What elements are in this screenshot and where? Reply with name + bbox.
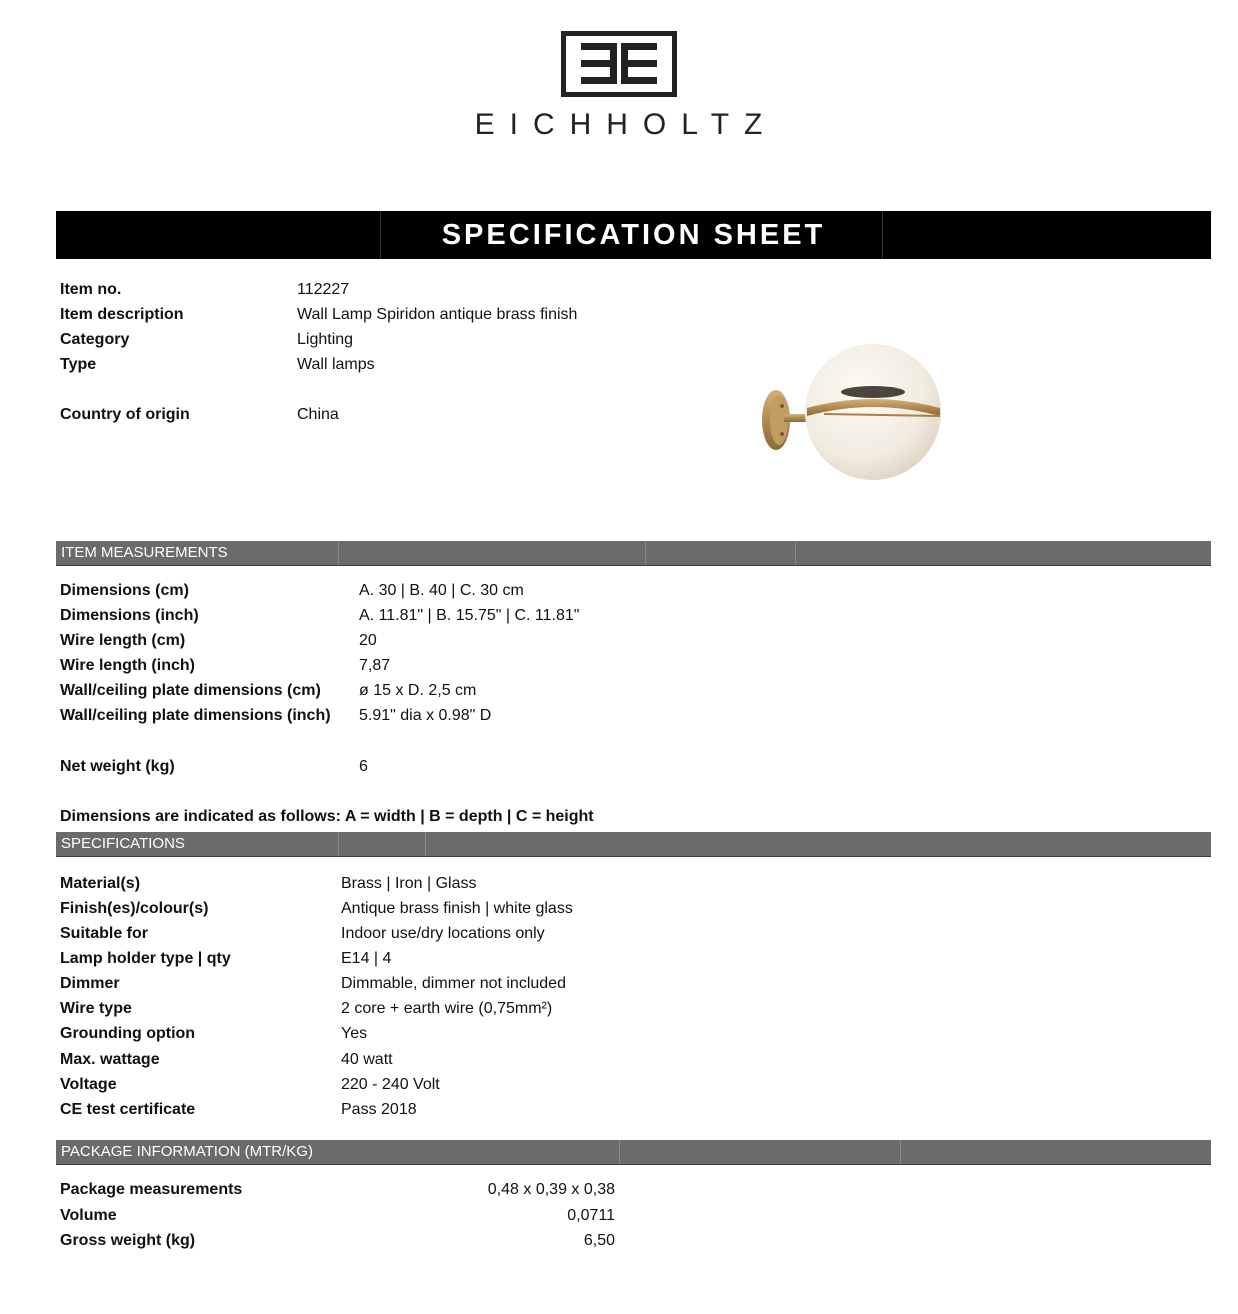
net-weight-label: Net weight (kg) [60,758,175,775]
net-weight-value: 6 [359,758,368,775]
materials-label: Material(s) [60,875,141,892]
package-measurements-label: Package measurements [60,1181,243,1198]
suitable-for-label: Suitable for [60,925,149,942]
dimensions-note: Dimensions are indicated as follows: A = width | B = depth | C = height [60,808,594,825]
wall-lamp-image [752,336,952,486]
gross-weight-label: Gross weight (kg) [60,1232,196,1249]
item-description-label: Item description [60,306,184,323]
specifications-header: SPECIFICATIONS [61,835,185,852]
specifications-header-bar [56,832,1211,857]
plate-dimensions-inch-label: Wall/ceiling plate dimensions (inch) [60,707,331,724]
item-no-label: Item no. [60,281,122,298]
wire-length-cm-value: 20 [359,632,377,649]
finish-value: Antique brass finish | white glass [341,900,573,917]
dimensions-cm-value: A. 30 | B. 40 | C. 30 cm [359,582,524,599]
brand-name: EICHHOLTZ [474,108,778,141]
dimensions-cm-label: Dimensions (cm) [60,582,189,599]
max-wattage-label: Max. wattage [60,1051,160,1068]
grounding-label: Grounding option [60,1025,196,1042]
wire-type-label: Wire type [60,1000,132,1017]
finish-label: Finish(es)/colour(s) [60,900,209,917]
dimmer-label: Dimmer [60,975,120,992]
materials-value: Brass | Iron | Glass [341,875,477,892]
wire-length-inch-label: Wire length (inch) [60,657,195,674]
eichholtz-logo-icon [561,31,677,97]
item-no-value: 112227 [297,281,350,298]
package-measurements-value: 0,48 x 0,39 x 0,38 [487,1181,615,1198]
lamp-holder-label: Lamp holder type | qty [60,950,231,967]
wire-length-cm-label: Wire length (cm) [60,632,186,649]
gross-weight-value: 6,50 [583,1232,615,1249]
dimmer-value: Dimmable, dimmer not included [341,975,566,992]
item-description-value: Wall Lamp Spiridon antique brass finish [297,306,578,323]
package-header: PACKAGE INFORMATION (MTR/KG) [61,1143,313,1160]
max-wattage-value: 40 watt [341,1051,393,1068]
plate-dimensions-inch-value: 5.91" dia x 0.98" D [359,707,492,724]
suitable-for-value: Indoor use/dry locations only [341,925,545,942]
lamp-holder-value: E14 | 4 [341,950,392,967]
wire-length-inch-value: 7,87 [359,657,391,674]
wire-type-value: 2 core + earth wire (0,75mm²) [341,1000,553,1017]
country-label: Country of origin [60,406,190,423]
country-value: China [297,406,339,423]
sheet-title: SPECIFICATION SHEET [441,219,826,251]
volume-value: 0,0711 [567,1207,615,1224]
voltage-value: 220 - 240 Volt [341,1076,440,1093]
ce-certificate-label: CE test certificate [60,1101,196,1118]
volume-label: Volume [60,1207,117,1224]
category-value: Lighting [297,331,354,348]
measurements-header: ITEM MEASUREMENTS [61,544,228,561]
voltage-label: Voltage [60,1076,117,1093]
ce-certificate-value: Pass 2018 [341,1101,417,1118]
plate-dimensions-cm-label: Wall/ceiling plate dimensions (cm) [60,682,321,699]
type-label: Type [60,356,97,373]
plate-dimensions-cm-value: ø 15 x D. 2,5 cm [359,682,477,699]
type-value: Wall lamps [297,356,375,373]
measurements-header-bar [56,541,1211,566]
category-label: Category [60,331,130,348]
dimensions-inch-label: Dimensions (inch) [60,607,199,624]
dimensions-inch-value: A. 11.81" | B. 15.75" | C. 11.81" [359,607,580,624]
grounding-value: Yes [341,1025,368,1042]
